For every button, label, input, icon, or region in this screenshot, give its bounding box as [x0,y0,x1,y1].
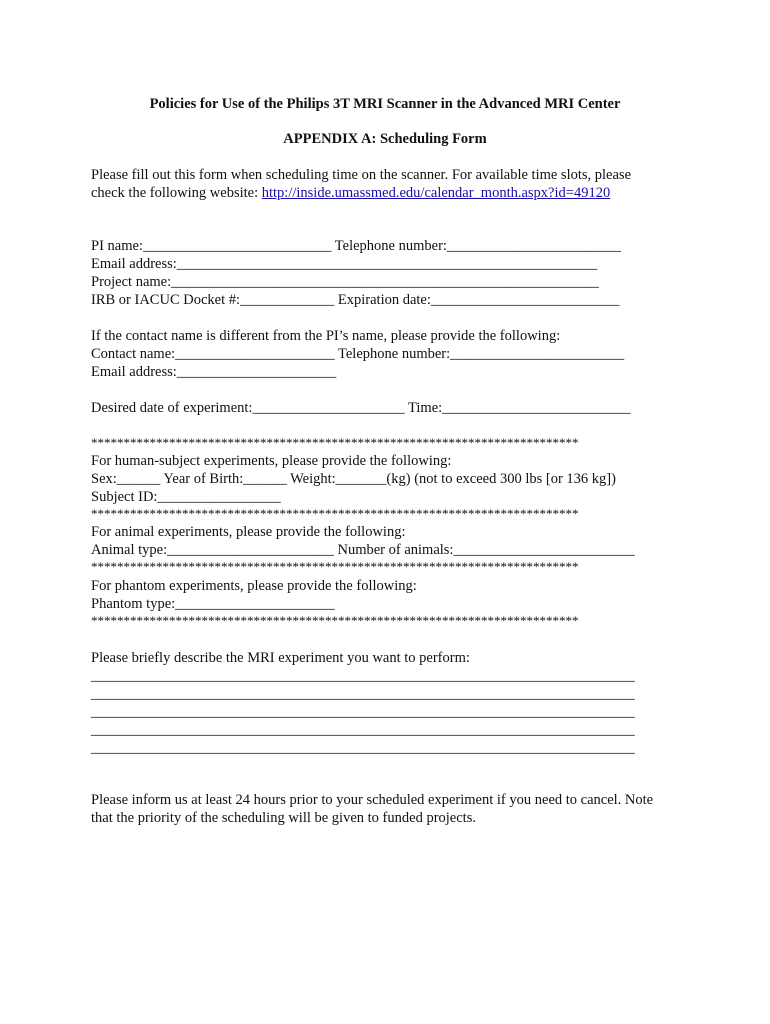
phantom-type-field: Phantom type:______________________ [91,596,335,612]
phantom-intro: For phantom experiments, please provide the following: [91,578,417,594]
document-title: Policies for Use of the Philips 3T MRI Scanner in the Advanced MRI Center [149,96,621,112]
project-name-field: Project name:___________________________________________________________ [91,274,599,290]
separator-line: *************************************************************************** [91,506,579,521]
contact-name-field: Contact name:______________________ Telephone number:________________________ [91,346,625,362]
describe-blank-line: ___________________________________________________________________________ [91,668,635,684]
desired-date-field: Desired date of experiment:_____________________ Time:__________________________ [91,400,631,416]
human-intro: For human-subject experiments, please provide the following: [91,453,452,469]
intro-line-1: Please fill out this form when scheduling time on the scanner. For available time slots, please [91,167,632,183]
describe-blank-line: ___________________________________________________________________________ [91,704,635,720]
intro-line-2-text: check the following website: [91,185,262,201]
footer-line-1: Please inform us at least 24 hours prior to your scheduled experiment if you need to cancel. Note [91,792,654,808]
subject-id-field: Subject ID:_________________ [91,489,281,505]
separator-line: *************************************************************************** [91,435,579,450]
calendar-link[interactable]: http://inside.umassmed.edu/calendar_month.aspx?id=49120 [261,185,611,201]
irb-docket-field: IRB or IACUC Docket #:_____________ Expiration date:__________________________ [91,292,620,308]
describe-blank-line: ___________________________________________________________________________ [91,740,635,756]
human-details-field: Sex:______ Year of Birth:______ Weight:_______(kg) (not to exceed 300 lbs [or 136 kg]) [91,471,616,487]
email-field: Email address:__________________________________________________________ [91,256,598,272]
separator-line: *************************************************************************** [91,559,579,574]
intro-line-2 [91,184,610,202]
pi-name-field: PI name:__________________________ Telephone number:________________________ [91,238,621,254]
describe-blank-line: ___________________________________________________________________________ [91,686,635,702]
contact-email-field: Email address:______________________ [91,364,337,380]
describe-prompt: Please briefly describe the MRI experiment you want to perform: [91,650,470,666]
animal-details-field: Animal type:_______________________ Number of animals:_________________________ [91,542,635,558]
footer-line-2: that the priority of the scheduling will be given to funded projects. [91,810,476,826]
animal-intro: For animal experiments, please provide the following: [91,524,406,540]
separator-line: *************************************************************************** [91,613,579,628]
contact-intro: If the contact name is different from the PI’s name, please provide the following: [91,328,561,344]
describe-blank-line: ___________________________________________________________________________ [91,722,635,738]
appendix-heading: APPENDIX A: Scheduling Form [283,131,487,147]
